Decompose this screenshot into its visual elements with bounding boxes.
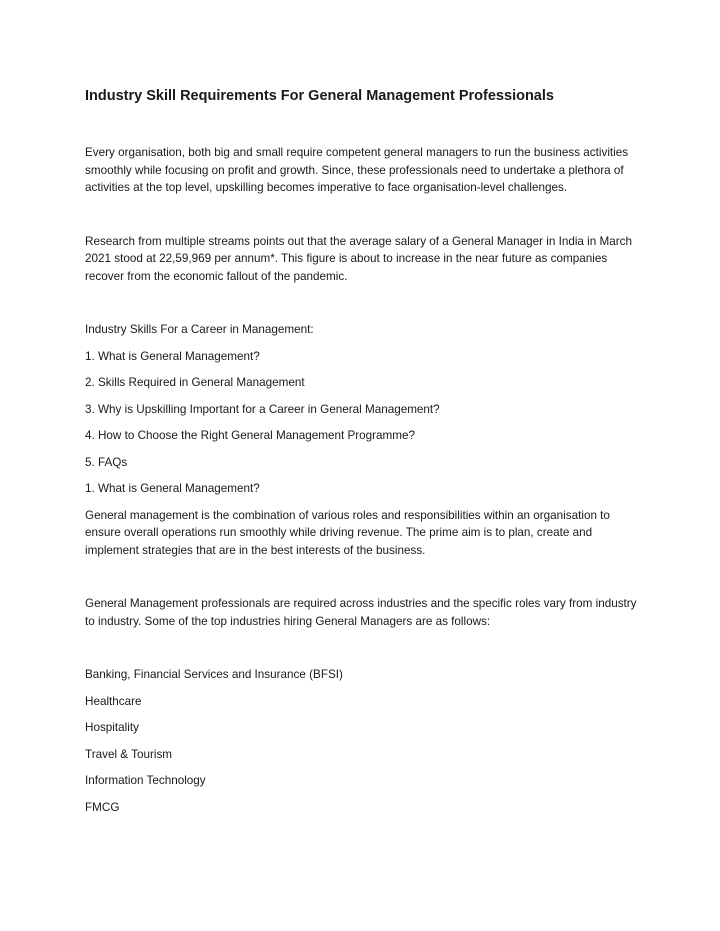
section-paragraph: General management is the combination of various roles and responsibilities within an organisation to ensure overall operations run smoothly while driving revenue. The prime aim is to plan, create and implement strategies that are in the best interests of the business. [85, 508, 610, 557]
industry-item: FMCG [85, 800, 120, 814]
industry-item: Information Technology [85, 774, 206, 787]
document-body [85, 86, 640, 825]
section-heading: 1. What is General Management? [85, 482, 260, 495]
industry-item: Healthcare [85, 694, 142, 708]
industry-item: Banking, Financial Services and Insurance (BFSI) [85, 668, 343, 681]
intro-paragraph: Every organisation, both big and small require competent general managers to run the business activities smoothly while focusing on profit and growth. Since, these professionals need to undertake a plethora of activities at the top level, upskilling becomes imperative to face organisation-level challenges. [85, 146, 629, 194]
industries-intro: General Management professionals are required across industries and the specific roles vary from industry to industry. Some of the top industries hiring General Managers are as follows: [85, 597, 637, 628]
research-paragraph: Research from multiple streams points out that the average salary of a General Manager in India in March 2021 stood at 22,59,969 per annum*. This figure is about to increase in the near future as companies recover from the economic fallout of the pandemic. [85, 234, 632, 283]
industry-item: Hospitality [85, 721, 139, 734]
document-title: Industry Skill Requirements For General Management Professionals [85, 88, 554, 104]
toc-item: 4. How to Choose the Right General Management Programme? [85, 429, 416, 442]
toc-item: 2. Skills Required in General Management [85, 376, 305, 389]
toc-heading: Industry Skills For a Career in Management: [85, 323, 314, 336]
industry-item: Travel & Tourism [85, 747, 173, 761]
toc-item: 5. FAQs [85, 455, 128, 469]
toc-item: 1. What is General Management? [85, 349, 260, 363]
toc-item: 3. Why is Upskilling Important for a Career in General Management? [85, 402, 440, 416]
